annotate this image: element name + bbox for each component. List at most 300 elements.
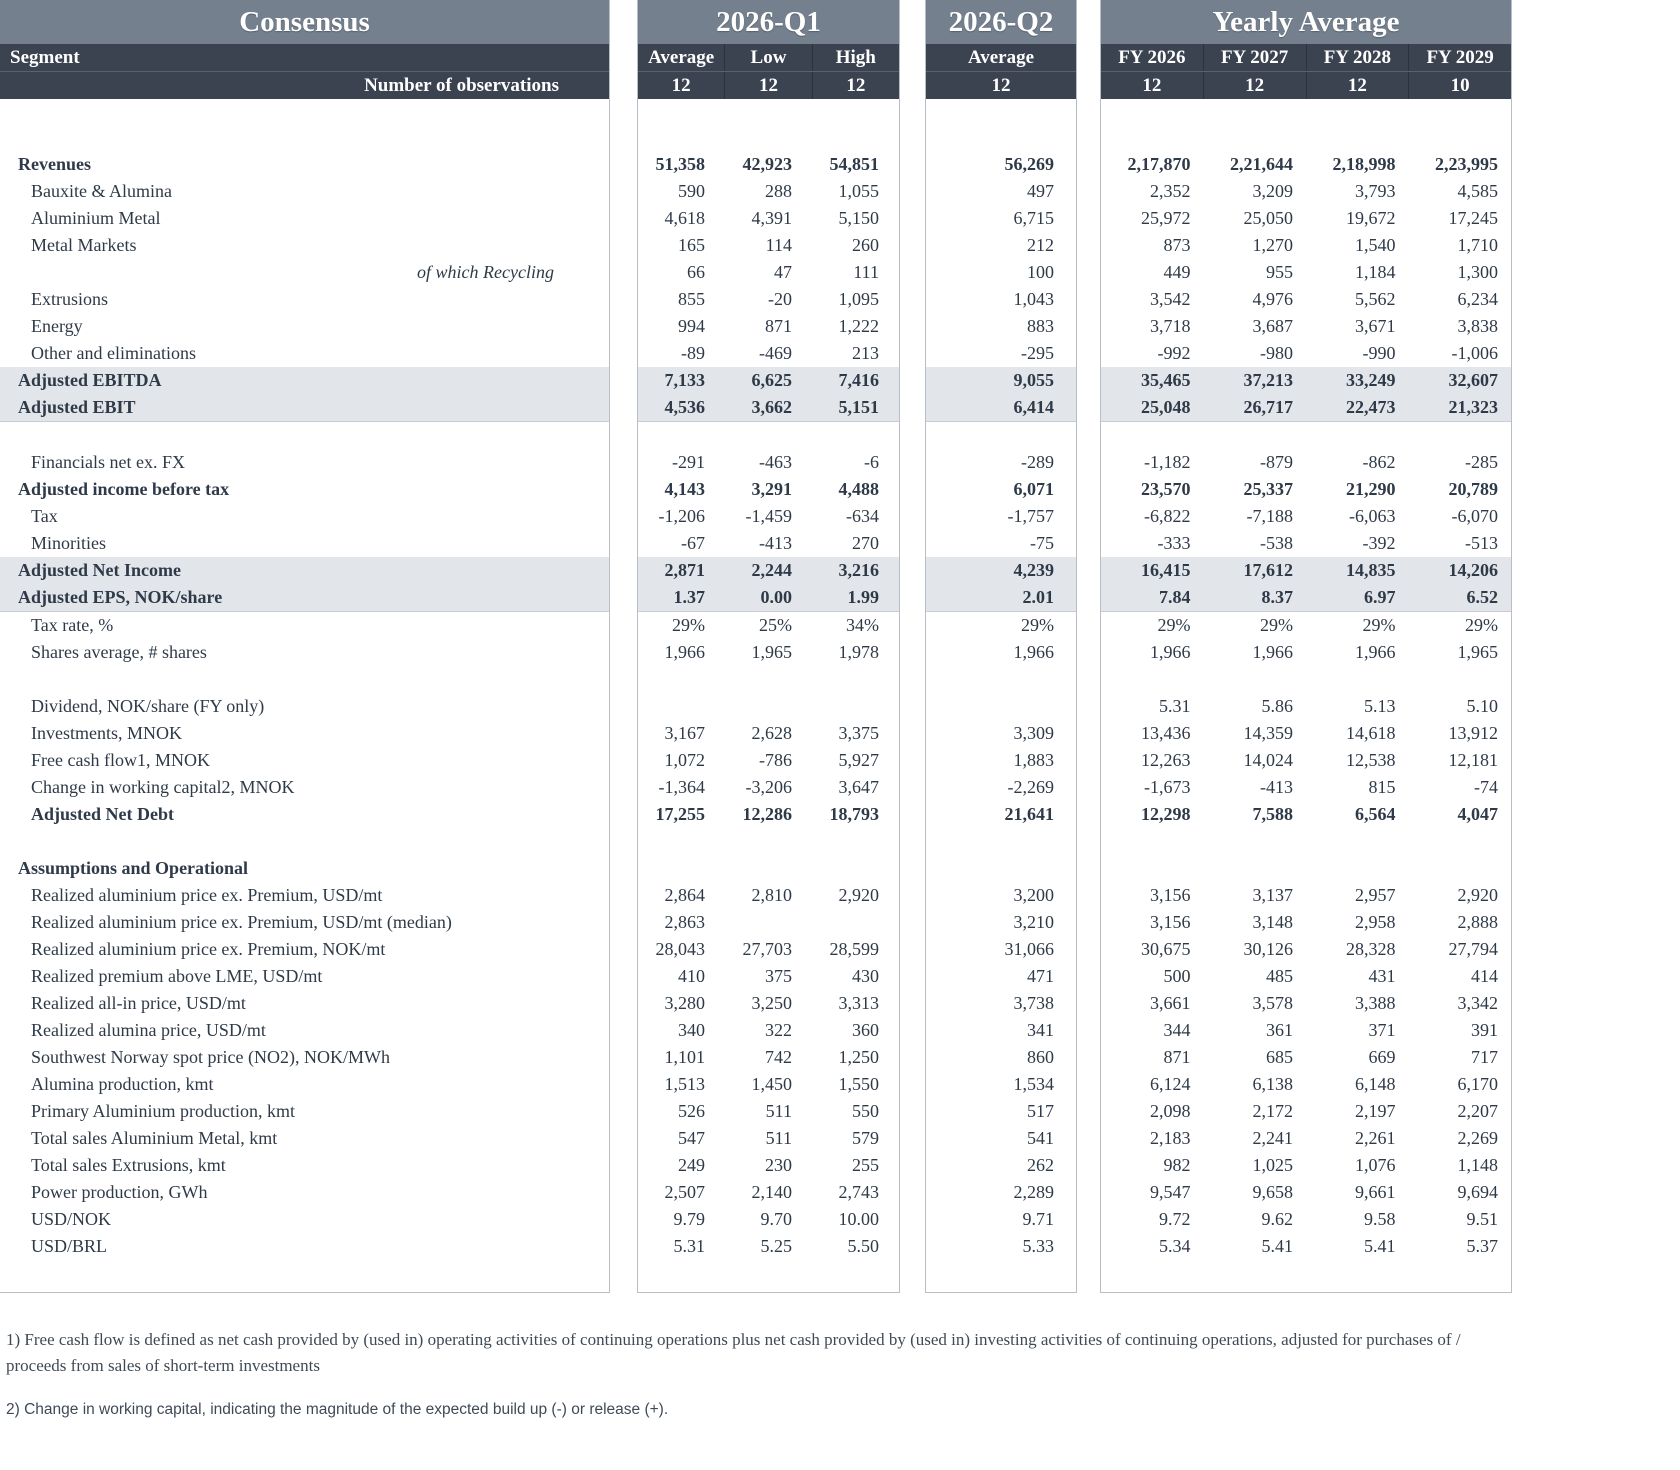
column-header-cell: 12 [671, 75, 691, 96]
cell-value: 6,564 [1355, 804, 1396, 824]
table-row [638, 584, 899, 612]
cell-value: 14,618 [1346, 723, 1396, 743]
cell-value: 22,473 [1346, 397, 1396, 417]
table-row [1101, 774, 1511, 801]
table-row [0, 1152, 609, 1179]
cell-value: 7,588 [1252, 804, 1293, 824]
cell-value: 34% [846, 615, 879, 635]
cell-value: 3,542 [1150, 289, 1191, 309]
table-row [638, 1044, 899, 1071]
table-row [926, 612, 1076, 639]
spacer-row [926, 422, 1076, 449]
table-row [0, 612, 609, 639]
cell-value: 391 [1471, 1020, 1498, 1040]
cell-value: 9.79 [673, 1209, 705, 1229]
cell-value: 1,076 [1355, 1155, 1396, 1175]
cell-value: 511 [765, 1128, 792, 1148]
cell-value: 3,156 [1150, 885, 1191, 905]
cell-value: 2,863 [664, 912, 705, 932]
table-row [1101, 1206, 1511, 1233]
table-row [638, 693, 899, 720]
cell-value: 360 [852, 1020, 879, 1040]
table-row [638, 1071, 899, 1098]
q2-card [925, 0, 1077, 1293]
cell-value: 2,628 [751, 723, 792, 743]
cell-value: 322 [765, 1020, 792, 1040]
cell-value: 1,270 [1252, 235, 1293, 255]
cell-value: 3,647 [838, 777, 879, 797]
cell-value: 25,337 [1243, 479, 1293, 499]
cell-value: 2,241 [1252, 1128, 1293, 1148]
cell-value: 3,291 [751, 479, 792, 499]
table-row [0, 639, 609, 666]
cell-value: 2,743 [838, 1182, 879, 1202]
row-label: Financials net ex. FX [31, 452, 185, 472]
cell-value: 994 [678, 316, 705, 336]
row-label: Adjusted Net Income [18, 560, 181, 580]
table-row [926, 963, 1076, 990]
table-row [0, 394, 609, 422]
cell-value: 114 [765, 235, 792, 255]
table-row [1101, 151, 1511, 178]
cell-value: 29% [1362, 615, 1396, 635]
cell-value: 6,625 [751, 370, 792, 390]
cell-value: 340 [678, 1020, 705, 1040]
table-row [926, 936, 1076, 963]
cell-value: 32,607 [1448, 370, 1498, 390]
cell-value: 249 [678, 1155, 705, 1175]
column-header-cell: 12 [1142, 75, 1162, 96]
cell-value: 12,181 [1448, 750, 1498, 770]
table-row [638, 449, 899, 476]
spacer-row [638, 422, 899, 449]
cell-value: 3,216 [838, 560, 879, 580]
q1-column-headers [638, 44, 899, 71]
row-label: Realized premium above LME, USD/mt [31, 966, 323, 986]
table-row [926, 747, 1076, 774]
cell-value: 29% [1157, 615, 1191, 635]
cell-value: 23,570 [1141, 479, 1191, 499]
cell-value: 2,183 [1150, 1128, 1191, 1148]
cell-value: 42,923 [742, 154, 792, 174]
table-row [1101, 882, 1511, 909]
cell-value: 4,047 [1457, 804, 1498, 824]
table-row [0, 990, 609, 1017]
cell-value: 25% [759, 615, 792, 635]
table-row [0, 720, 609, 747]
cell-value: -1,673 [1144, 777, 1191, 797]
table-row [638, 1179, 899, 1206]
q1-rows [638, 99, 899, 1292]
cell-value: 29% [1021, 615, 1054, 635]
cell-value: 2,23,995 [1435, 154, 1498, 174]
cell-value: 1,043 [1013, 289, 1054, 309]
cell-value: 500 [1163, 966, 1191, 986]
table-row [638, 774, 899, 801]
cell-value [812, 909, 899, 936]
table-row [1101, 693, 1511, 720]
spacer-row [1101, 666, 1511, 693]
spacer-row [0, 124, 609, 151]
cell-value: 3,671 [1355, 316, 1396, 336]
cell-value: 431 [1368, 966, 1396, 986]
cell-value: -285 [1465, 452, 1498, 472]
cell-value: 66 [687, 262, 705, 282]
cell-value: -392 [1362, 533, 1396, 553]
table-row [1101, 232, 1511, 259]
cell-value: 1,965 [751, 642, 792, 662]
cell-value: 3,738 [1013, 993, 1054, 1013]
cell-value: -1,206 [658, 506, 705, 526]
table-row [1101, 936, 1511, 963]
row-label: of which Recycling [417, 262, 554, 282]
cell-value: 860 [1027, 1047, 1054, 1067]
cell-value: 16,415 [1141, 560, 1191, 580]
cell-value: 3,388 [1355, 993, 1396, 1013]
table-row [926, 259, 1076, 286]
cell-value: 30,675 [1141, 939, 1191, 959]
cell-value: 717 [1471, 1047, 1498, 1067]
row-label: Adjusted EBIT [18, 397, 136, 417]
table-row [1101, 990, 1511, 1017]
fy-column-headers [1101, 44, 1511, 71]
table-row [1101, 612, 1511, 639]
table-row [926, 1152, 1076, 1179]
table-row [638, 232, 899, 259]
cell-value: -89 [681, 343, 705, 363]
row-label: Extrusions [31, 289, 109, 309]
table-row [1101, 1152, 1511, 1179]
table-row [1101, 720, 1511, 747]
cell-value: 471 [1027, 966, 1054, 986]
cell-value: -862 [1362, 452, 1396, 472]
cell-value: 21,290 [1346, 479, 1396, 499]
cell-value: 2,888 [1457, 912, 1498, 932]
q1-title: 2026-Q1 [638, 0, 899, 44]
q2-column-headers [926, 44, 1076, 71]
cell-value: 3,662 [751, 397, 792, 417]
cell-value: 0.00 [760, 587, 792, 607]
segment-rows [0, 99, 609, 1292]
cell-value: 47 [774, 262, 792, 282]
table-row [1101, 1098, 1511, 1125]
table-row [926, 693, 1076, 720]
cell-value [725, 693, 812, 720]
table-row [638, 286, 899, 313]
table-row [1101, 963, 1511, 990]
cell-value: -513 [1465, 533, 1498, 553]
row-label: Change in working capital2, MNOK [31, 777, 295, 797]
cell-value: 3,156 [1150, 912, 1191, 932]
cell-value: 2,207 [1457, 1101, 1498, 1121]
table-row [926, 1071, 1076, 1098]
table-row [1101, 313, 1511, 340]
cell-value: 25,048 [1141, 397, 1191, 417]
cell-value: 29% [672, 615, 705, 635]
table-row [0, 449, 609, 476]
cell-value: 21,323 [1448, 397, 1498, 417]
cell-value: 100 [1027, 262, 1054, 282]
row-label: Adjusted income before tax [18, 479, 230, 499]
cell-value: -413 [759, 533, 792, 553]
cell-value: 5.10 [1466, 696, 1498, 716]
cell-value: 344 [1163, 1020, 1191, 1040]
cell-value: 3,313 [838, 993, 879, 1013]
cell-value: 1,450 [751, 1074, 792, 1094]
table-row [0, 774, 609, 801]
cell-value: -634 [846, 506, 879, 526]
table-row [638, 801, 899, 828]
table-row [0, 801, 609, 828]
cell-value: 5.13 [1364, 696, 1396, 716]
cell-value: 3,793 [1355, 181, 1396, 201]
table-row [0, 584, 609, 612]
cell-value: 9.58 [1364, 1209, 1396, 1229]
cell-value: 550 [852, 1101, 879, 1121]
spacer-row [926, 666, 1076, 693]
cell-value: 14,206 [1448, 560, 1498, 580]
table-row [638, 340, 899, 367]
spacer-row [0, 666, 609, 693]
cell-value: 2,864 [664, 885, 705, 905]
cell-value: -6,070 [1451, 506, 1498, 526]
row-label: Total sales Aluminium Metal, kmt [31, 1128, 278, 1148]
cell-value: 13,912 [1448, 723, 1498, 743]
table-row [1101, 503, 1511, 530]
table-row [0, 882, 609, 909]
table-row [0, 232, 609, 259]
cell-value: 410 [678, 966, 705, 986]
table-row [1101, 801, 1511, 828]
cell-value: 35,465 [1141, 370, 1191, 390]
cell-value: 1,540 [1355, 235, 1396, 255]
cell-value: 2,289 [1013, 1182, 1054, 1202]
cell-value: 6.52 [1466, 587, 1498, 607]
yearly-average-card [1100, 0, 1512, 1293]
cell-value [812, 855, 899, 882]
cell-value: -6,063 [1349, 506, 1396, 526]
table-row [1101, 639, 1511, 666]
cell-value: -2,269 [1007, 777, 1054, 797]
table-row [1101, 178, 1511, 205]
row-label: USD/NOK [31, 1209, 112, 1229]
cell-value: 2,810 [751, 885, 792, 905]
row-label: Revenues [18, 154, 91, 174]
cell-value: 3,167 [664, 723, 705, 743]
cell-value: 449 [1163, 262, 1191, 282]
cell-value: 955 [1266, 262, 1293, 282]
column-header-cell: Average [648, 47, 715, 68]
table-row [638, 963, 899, 990]
segment-label: Segment [10, 47, 80, 68]
cell-value: 1,978 [838, 642, 879, 662]
table-row [0, 1044, 609, 1071]
table-row [638, 936, 899, 963]
cell-value: 4,618 [664, 208, 705, 228]
table-row [0, 909, 609, 936]
column-header-cell: Low [724, 44, 811, 71]
cell-value: 5.31 [673, 1236, 705, 1256]
table-row [1101, 449, 1511, 476]
table-row [638, 313, 899, 340]
table-row [638, 882, 899, 909]
cell-value: 1,222 [838, 316, 879, 336]
cell-value: 742 [765, 1047, 792, 1067]
cell-value: 1,710 [1457, 235, 1498, 255]
cell-value [638, 855, 725, 882]
cell-value: 14,835 [1346, 560, 1396, 580]
cell-value: 6,715 [1013, 208, 1054, 228]
cell-value: -6,822 [1144, 506, 1191, 526]
cell-value: -20 [768, 289, 792, 309]
row-label: Dividend, NOK/share (FY only) [31, 696, 265, 716]
cell-value: 6.97 [1364, 587, 1396, 607]
cell-value: 28,043 [655, 939, 705, 959]
cell-value: -1,182 [1144, 452, 1191, 472]
cell-value: 26,717 [1243, 397, 1293, 417]
observations-header-row [0, 71, 609, 99]
table-row [0, 205, 609, 232]
cell-value: 1,055 [838, 181, 879, 201]
cell-value: 3,148 [1252, 912, 1293, 932]
cell-value: 526 [678, 1101, 705, 1121]
table-row [1101, 286, 1511, 313]
cell-value: 2,172 [1252, 1101, 1293, 1121]
table-row [638, 990, 899, 1017]
spacer-row [926, 124, 1076, 151]
cell-value: 5,150 [838, 208, 879, 228]
cell-value: 1,101 [664, 1047, 705, 1067]
cell-value: 547 [678, 1128, 705, 1148]
cell-value: -879 [1260, 452, 1293, 472]
table-row [926, 1233, 1076, 1260]
row-label: Realized alumina price, USD/mt [31, 1020, 266, 1040]
cell-value: 1.37 [673, 587, 705, 607]
table-row [1101, 1044, 1511, 1071]
spacer-row [638, 124, 899, 151]
cell-value: 3,210 [1013, 912, 1054, 932]
cell-value: 2,21,644 [1230, 154, 1293, 174]
column-header-cell: High [812, 44, 899, 71]
cell-value: 27,794 [1448, 939, 1498, 959]
cell-value: 111 [853, 262, 879, 282]
cell-value: -291 [672, 452, 705, 472]
table-row [0, 1017, 609, 1044]
cell-value: -1,757 [1007, 506, 1054, 526]
cell-value: 3,309 [1013, 723, 1054, 743]
table-row [926, 584, 1076, 612]
table-row [638, 1233, 899, 1260]
cell-value: 260 [852, 235, 879, 255]
cell-value: 288 [765, 181, 792, 201]
cell-value: 4,585 [1457, 181, 1498, 201]
footnote-1: 1) Free cash flow is defined as net cash provided by (used in) operating activities of continuing operations plus net cash provided by (used in) investing activities of continuing operations, adjusted for purchases of / proceeds from sales of short-term investments [6, 1330, 1461, 1375]
cell-value: 1,966 [1013, 642, 1054, 662]
table-row [926, 232, 1076, 259]
cell-value: 361 [1266, 1020, 1293, 1040]
cell-value: -289 [1021, 452, 1054, 472]
cell-value: -74 [1474, 777, 1498, 797]
fy-rows [1101, 99, 1511, 1292]
table-row [638, 557, 899, 584]
cell-value: 5.41 [1364, 1236, 1396, 1256]
cell-value: 5,151 [838, 397, 879, 417]
table-row [926, 1098, 1076, 1125]
cell-value: 165 [678, 235, 705, 255]
q2-title: 2026-Q2 [926, 0, 1076, 44]
cell-value: 3,200 [1013, 885, 1054, 905]
cell-value: -1,459 [745, 506, 792, 526]
table-row [1101, 394, 1511, 422]
cell-value: -3,206 [745, 777, 792, 797]
table-row [0, 936, 609, 963]
table-row [0, 557, 609, 584]
table-row [1101, 367, 1511, 394]
cell-value: 33,249 [1346, 370, 1396, 390]
table-row [926, 720, 1076, 747]
table-row [638, 1098, 899, 1125]
table-row [926, 990, 1076, 1017]
cell-value: 213 [852, 343, 879, 363]
table-row [1101, 557, 1511, 584]
table-row [638, 639, 899, 666]
cell-value: 21,641 [1004, 804, 1054, 824]
cell-value: 262 [1027, 1155, 1054, 1175]
table-row [1101, 1017, 1511, 1044]
row-label: Minorities [31, 533, 106, 553]
cell-value [926, 855, 1076, 882]
cell-value: 497 [1027, 181, 1054, 201]
row-label: Southwest Norway spot price (NO2), NOK/MWh [31, 1047, 390, 1067]
cell-value: 4,239 [1013, 560, 1054, 580]
cell-value: 1,148 [1457, 1155, 1498, 1175]
table-row [638, 612, 899, 639]
cell-value: 2,958 [1355, 912, 1396, 932]
cell-value: -990 [1362, 343, 1396, 363]
table-row [0, 693, 609, 720]
cell-value: 341 [1027, 1020, 1054, 1040]
row-label: Free cash flow1, MNOK [31, 750, 210, 770]
table-row [926, 476, 1076, 503]
segment-card [0, 0, 610, 1293]
cell-value: 1,966 [1252, 642, 1293, 662]
row-label: Aluminium Metal [31, 208, 161, 228]
segment-header-row [0, 44, 609, 71]
row-label: Energy [31, 316, 83, 336]
cell-value: 1,072 [664, 750, 705, 770]
cell-value: 6,071 [1013, 479, 1054, 499]
cell-value: 31,066 [1004, 939, 1054, 959]
cell-value: 2,17,870 [1127, 154, 1191, 174]
yearly-average-title: Yearly Average [1101, 0, 1511, 44]
cell-value: 12,286 [742, 804, 792, 824]
table-row [0, 476, 609, 503]
cell-value: 18,793 [829, 804, 879, 824]
cell-value: 4,488 [838, 479, 879, 499]
cell-value: 9.51 [1466, 1209, 1498, 1229]
cell-value: 3,661 [1150, 993, 1191, 1013]
table-row [926, 909, 1076, 936]
cell-value: 12,263 [1141, 750, 1191, 770]
column-header-cell: FY 2028 [1306, 44, 1409, 71]
cell-value: 871 [765, 316, 792, 336]
table-row [1101, 476, 1511, 503]
row-label: USD/BRL [31, 1236, 108, 1256]
q1-card [637, 0, 900, 1293]
cell-value: -538 [1260, 533, 1293, 553]
q2-observations-row [926, 71, 1076, 99]
cell-value: 7,416 [838, 370, 879, 390]
